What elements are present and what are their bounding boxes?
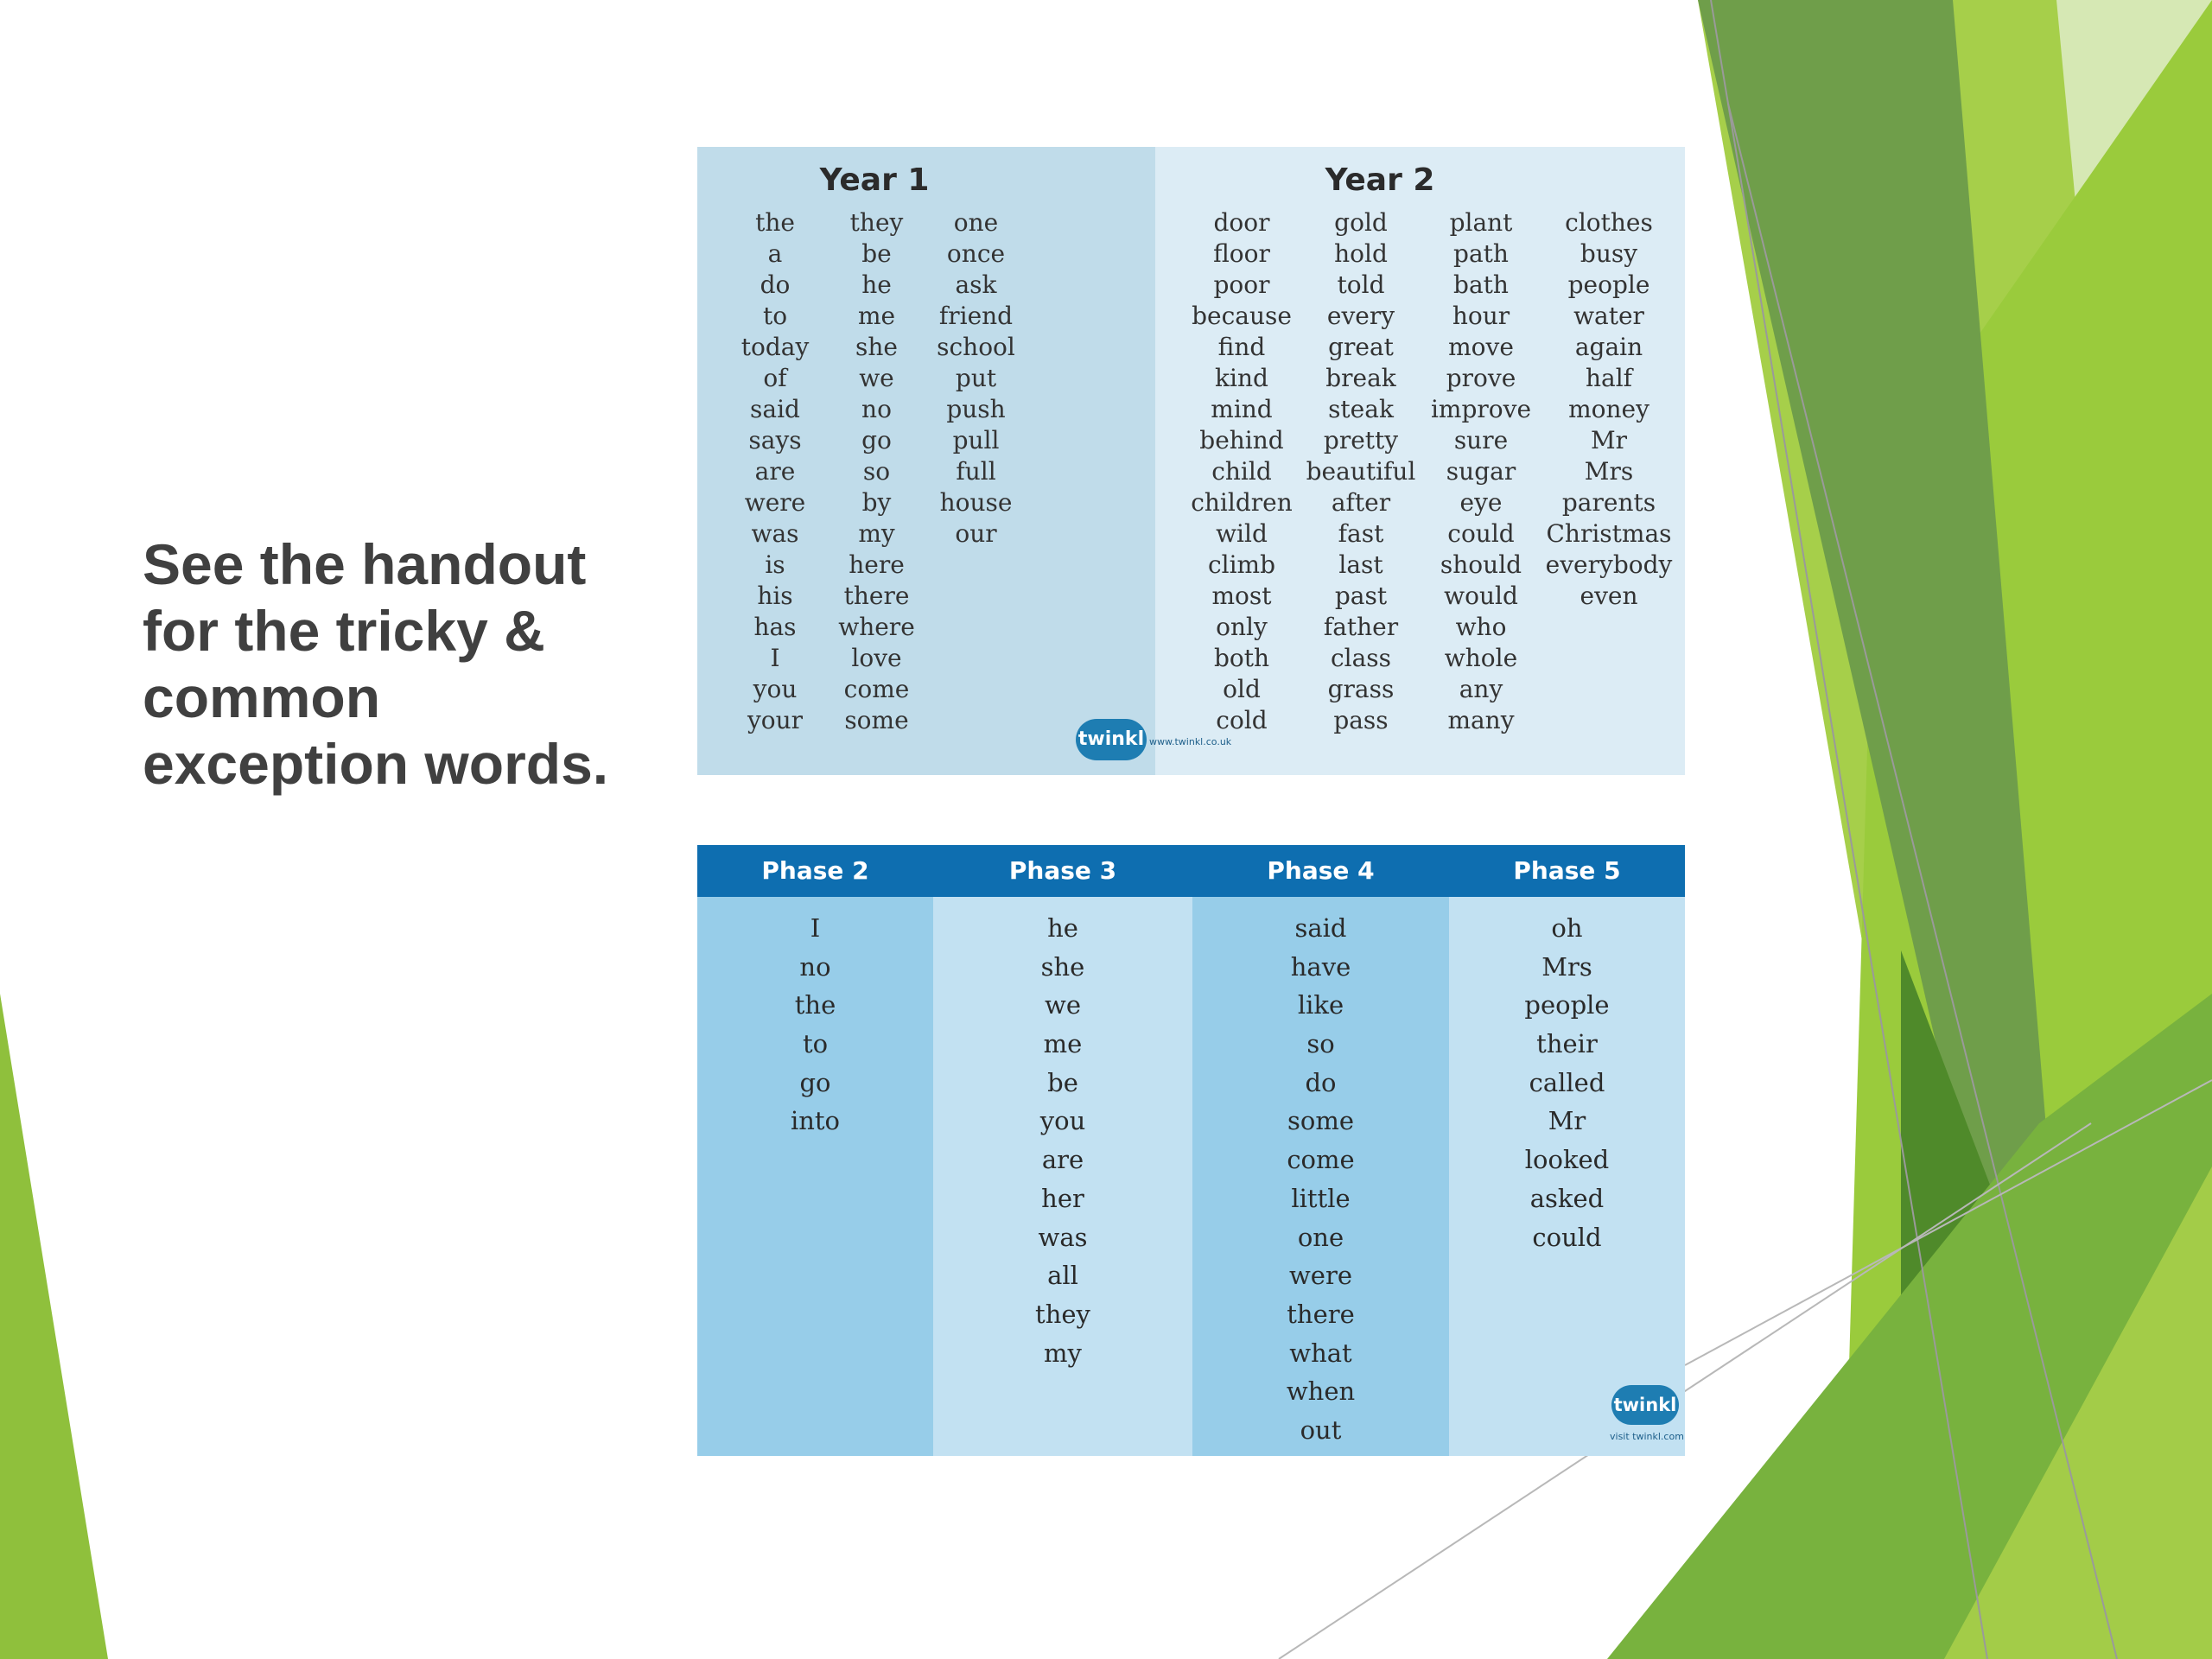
word-item: do <box>1305 1067 1337 1097</box>
year1-title: Year 1 <box>819 162 930 198</box>
word-item: should <box>1440 550 1522 579</box>
word-item: gold <box>1334 208 1388 237</box>
word-item: he <box>1047 913 1078 943</box>
word-item: he <box>861 270 892 299</box>
word-item: parents <box>1561 488 1656 517</box>
word-item: money <box>1568 395 1649 423</box>
word-item: because <box>1192 302 1292 330</box>
word-item: was <box>751 519 799 548</box>
word-item: what <box>1289 1338 1352 1368</box>
phase-3-column <box>933 897 1192 1456</box>
year2-title: Year 2 <box>1325 162 1435 198</box>
word-item: there <box>843 582 910 610</box>
word-item: most <box>1211 582 1272 610</box>
word-item: my <box>1044 1338 1082 1368</box>
word-item: pass <box>1333 706 1389 734</box>
word-item: were <box>1288 1261 1352 1291</box>
word-item: who <box>1455 613 1507 641</box>
word-item: past <box>1334 582 1388 610</box>
word-item: ask <box>955 270 997 299</box>
word-item: today <box>741 333 810 361</box>
left-green-shard <box>0 994 108 1659</box>
word-item: Mrs <box>1584 457 1634 486</box>
word-item: both <box>1213 644 1270 672</box>
word-item: plant <box>1449 208 1513 237</box>
word-item: our <box>955 519 997 548</box>
phase-5-column <box>1449 897 1685 1456</box>
word-item: has <box>753 613 797 641</box>
word-item: hold <box>1334 239 1388 268</box>
word-item: by <box>861 488 892 517</box>
word-item: oh <box>1551 913 1583 943</box>
year1-panel <box>697 147 1155 775</box>
word-item: come <box>843 675 910 703</box>
word-item: grass <box>1327 675 1395 703</box>
word-item: looked <box>1524 1145 1610 1175</box>
word-item: me <box>1043 1029 1083 1059</box>
year1-column-2 <box>823 207 931 736</box>
word-item: hour <box>1452 302 1510 330</box>
word-item: told <box>1337 270 1385 299</box>
word-item: love <box>851 644 902 672</box>
phase-2-column <box>697 897 933 1456</box>
word-item: only <box>1216 613 1268 641</box>
word-item: they <box>849 208 904 237</box>
word-item: move <box>1448 333 1514 361</box>
word-item: could <box>1447 519 1515 548</box>
word-item: friend <box>938 302 1014 330</box>
word-item: into <box>790 1106 841 1136</box>
word-item: break <box>1325 364 1396 392</box>
word-item: could <box>1532 1222 1602 1252</box>
word-item: whole <box>1444 644 1518 672</box>
word-item: said <box>750 395 800 423</box>
word-item: mind <box>1211 395 1273 423</box>
twinkl-url: www.twinkl.co.uk <box>1149 736 1232 747</box>
word-item: little <box>1291 1183 1351 1213</box>
word-item: Mr <box>1548 1106 1586 1136</box>
phase-2-header: Phase 2 <box>761 856 869 885</box>
word-item: to <box>762 302 788 330</box>
word-item: the <box>794 990 836 1020</box>
word-item: my <box>858 519 895 548</box>
word-item: water <box>1573 302 1644 330</box>
word-item: steak <box>1328 395 1394 423</box>
word-item: kind <box>1215 364 1268 392</box>
word-item: her <box>1041 1183 1084 1213</box>
word-item: no <box>861 395 892 423</box>
word-item: come <box>1287 1145 1355 1175</box>
word-item: find <box>1217 333 1266 361</box>
phase-3-header: Phase 3 <box>1008 856 1117 885</box>
word-item: school <box>937 333 1015 361</box>
word-item: many <box>1447 706 1515 734</box>
word-item: a <box>767 239 783 268</box>
word-item: out <box>1300 1414 1342 1445</box>
word-item: improve <box>1430 395 1532 423</box>
word-item: father <box>1323 613 1399 641</box>
year2-column-4 <box>1535 207 1682 612</box>
word-item: sure <box>1453 426 1509 454</box>
phase-4-header: Phase 4 <box>1267 856 1375 885</box>
word-item: do <box>760 270 791 299</box>
word-item: old <box>1223 675 1261 703</box>
word-item: child <box>1211 457 1272 486</box>
word-item: go <box>799 1067 831 1097</box>
word-item: his <box>757 582 793 610</box>
word-item: climb <box>1207 550 1276 579</box>
word-item: so <box>1306 1029 1335 1059</box>
word-item: push <box>946 395 1006 423</box>
word-item: be <box>861 239 892 268</box>
word-item: would <box>1444 582 1518 610</box>
word-item: she <box>855 333 898 361</box>
twinkl-url: visit twinkl.com <box>1610 1431 1684 1442</box>
word-item: no <box>799 951 831 982</box>
word-item: were <box>744 488 806 517</box>
word-item: so <box>862 457 891 486</box>
word-item: she <box>1040 951 1085 982</box>
word-item: pretty <box>1323 426 1399 454</box>
word-item: Mrs <box>1541 951 1592 982</box>
word-item: Christmas <box>1546 519 1672 548</box>
word-item: path <box>1453 239 1509 268</box>
word-item: one <box>1297 1222 1344 1252</box>
word-item: great <box>1328 333 1394 361</box>
word-item: said <box>1294 913 1347 943</box>
word-item: me <box>857 302 896 330</box>
word-item: every <box>1326 302 1395 330</box>
word-item: like <box>1297 990 1344 1020</box>
word-item: your <box>747 706 804 734</box>
year2-column-3 <box>1425 207 1537 736</box>
phase-word-table <box>697 845 1685 1456</box>
word-item: the <box>755 208 795 237</box>
word-item: one <box>953 208 999 237</box>
word-item: when <box>1286 1376 1356 1407</box>
word-item: wild <box>1216 519 1268 548</box>
word-item: people <box>1524 990 1610 1020</box>
word-item: house <box>939 488 1013 517</box>
word-item: class <box>1330 644 1392 672</box>
word-item: put <box>955 364 997 392</box>
word-item: after <box>1331 488 1391 517</box>
word-item: we <box>859 364 894 392</box>
word-item: door <box>1213 208 1270 237</box>
word-item: any <box>1459 675 1503 703</box>
word-item: pull <box>952 426 1000 454</box>
word-item: you <box>1039 1106 1086 1136</box>
word-item: people <box>1567 270 1650 299</box>
word-item: busy <box>1580 239 1638 268</box>
word-item: floor <box>1213 239 1270 268</box>
word-item: bath <box>1453 270 1509 299</box>
word-item: I <box>770 644 780 672</box>
word-item: called <box>1529 1067 1605 1097</box>
word-item: have <box>1290 951 1351 982</box>
word-item: of <box>763 364 787 392</box>
year1-column-1 <box>728 207 823 736</box>
twinkl-logo: twinkl <box>1076 719 1147 760</box>
word-item: even <box>1580 582 1638 610</box>
twinkl-logo: twinkl <box>1611 1385 1679 1425</box>
word-item: go <box>861 426 892 454</box>
word-item: behind <box>1199 426 1284 454</box>
word-item: all <box>1047 1261 1078 1291</box>
handout-instruction-text: See the handout for the tricky & common exception words. <box>143 532 609 796</box>
word-item: some <box>844 706 909 734</box>
word-item: Mr <box>1590 426 1628 454</box>
phase-5-header: Phase 5 <box>1513 856 1621 885</box>
year2-panel <box>1155 147 1685 775</box>
word-item: last <box>1338 550 1383 579</box>
word-item: here <box>849 550 905 579</box>
word-item: there <box>1287 1299 1355 1329</box>
word-item: to <box>802 1029 829 1059</box>
year2-column-2 <box>1300 207 1421 736</box>
word-item: where <box>838 613 915 641</box>
word-item: be <box>1047 1067 1078 1097</box>
word-item: are <box>754 457 796 486</box>
word-item: eye <box>1459 488 1503 517</box>
word-item: everybody <box>1545 550 1673 579</box>
year1-column-3 <box>926 207 1026 550</box>
word-item: we <box>1045 990 1081 1020</box>
word-item: is <box>765 550 785 579</box>
word-item: prove <box>1446 364 1516 392</box>
word-item: their <box>1536 1029 1598 1059</box>
word-item: once <box>946 239 1006 268</box>
word-item: again <box>1574 333 1643 361</box>
year2-column-1 <box>1185 207 1298 736</box>
word-item: beautiful <box>1306 457 1416 486</box>
word-item: half <box>1585 364 1633 392</box>
word-item: fast <box>1338 519 1384 548</box>
word-item: says <box>748 426 802 454</box>
word-item: some <box>1287 1106 1354 1136</box>
year-word-card <box>697 147 1685 775</box>
word-item: full <box>956 457 996 486</box>
word-item: they <box>1035 1299 1090 1329</box>
word-item: clothes <box>1565 208 1653 237</box>
word-item: children <box>1191 488 1293 517</box>
word-item: are <box>1041 1145 1084 1175</box>
word-item: poor <box>1213 270 1270 299</box>
word-item: sugar <box>1446 457 1516 486</box>
word-item: I <box>810 913 821 943</box>
word-item: you <box>753 675 798 703</box>
word-item: was <box>1038 1222 1088 1252</box>
word-item: asked <box>1529 1183 1605 1213</box>
phase-4-column <box>1192 897 1449 1456</box>
phase-table-header <box>697 845 1685 897</box>
word-item: cold <box>1216 706 1268 734</box>
